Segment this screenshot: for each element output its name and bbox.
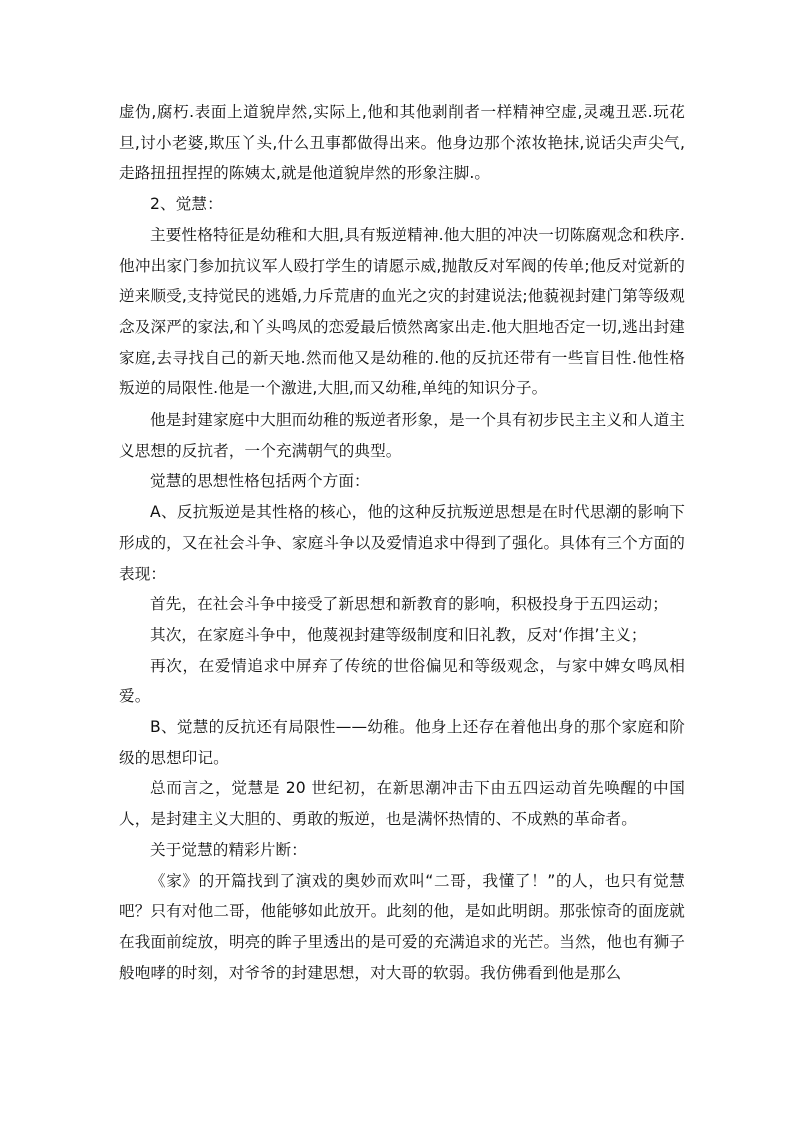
document-body <box>119 97 685 988</box>
paragraph-3: 主要性格特征是幼稚和大胆,具有叛逆精神.他大胆的冲决一切陈腐观念和秩序.他冲出家门参加抗议军人殴打学生的请愿示威,抛散反对军阀的传单;他反对觉新的逆来顺受,支持觉民的逃婚,力斥荒唐的血光之灾的封建说法;他藐视封建门第等级观念及深严的家法,和丫头鸣凤的恋爱最后愤然离家出走.他大胆地否定一切,逃出封建家庭,去寻找自己的新天地.然而他又是幼稚的.他的反抗还带有一些盲目性.他性格叛逆的局限性.他是一个激进,大胆,而又幼稚,单纯的知识分子。 <box>119 225 685 398</box>
paragraph-13: 《家》的开篇找到了演戏的奥妙而欢叫“二哥，我懂了！”的人，也只有觉慧吧？只有对他二哥，他能够如此放开。此刻的他，是如此明朗。那张惊奇的面庞就在我面前绽放，明亮的眸子里透出的是可爱的充满追求的光芒。当然，他也有狮子般咆哮的时刻，对爷爷的封建思想，对大哥的软弱。我仿佛看到他是那么 <box>119 871 685 982</box>
paragraph-10: B、觉慧的反抗还有局限性——幼稚。他身上还存在着他出身的那个家庭和阶级的思想印记。 <box>119 718 685 767</box>
paragraph-8: 其次，在家庭斗争中，他蔑视封建等级制度和旧礼教，反对‘作揖’主义； <box>150 625 647 644</box>
paragraph-7: 首先，在社会斗争中接受了新思想和新教育的影响，积极投身于五四运动； <box>150 595 668 614</box>
paragraph-1: 虚伪,腐朽.表面上道貌岸然,实际上,他和其他剥削者一样精神空虚,灵魂丑恶.玩花旦,讨小老婆,欺压丫头,什么丑事都做得出来。他身边那个浓妆艳抹,说话尖声尖气,走路扭扭捏捏的陈姨太,就是他道貌岸然的形象注脚.。 <box>119 103 685 183</box>
paragraph-9: 再次，在爱情追求中屏弃了传统的世俗偏见和等级观念，与家中婢女鸣凤相爱。 <box>119 656 685 706</box>
paragraph-6: A、反抗叛逆是其性格的核心，他的这种反抗叛逆思想是在时代思潮的影响下形成的，又在社会斗争、家庭斗争以及爱情追求中得到了强化。具体有三个方面的表现： <box>119 503 685 583</box>
paragraph-4: 他是封建家庭中大胆而幼稚的叛逆者形象，是一个具有初步民主主义和人道主义思想的反抗者，一个充满朝气的典型。 <box>119 411 685 460</box>
paragraph-5: 觉慧的思想性格包括两个方面： <box>150 472 370 491</box>
paragraph-11: 总而言之，觉慧是 20 世纪初，在新思潮冲击下由五四运动首先唤醒的中国人，是封建主义大胆的、勇敢的叛逆，也是满怀热情的、不成熟的革命者。 <box>119 779 685 829</box>
paragraph-2-heading: 2、觉慧： <box>150 195 223 214</box>
paragraph-12: 关于觉慧的精彩片断： <box>150 840 307 859</box>
